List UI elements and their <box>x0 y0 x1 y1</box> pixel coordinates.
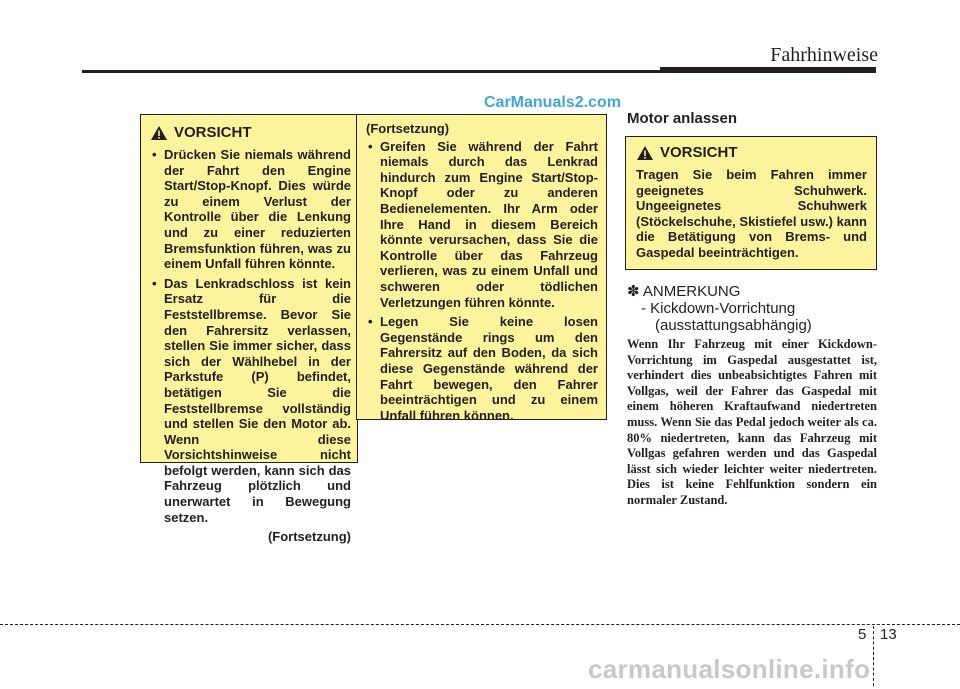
section-heading: Motor anlassen <box>627 110 738 127</box>
note-body: Wenn Ihr Fahrzeug mit einer Kickdown-Vorrichtung im Gaspedal ausgestattet ist, verhindert dies unbeabsichtigtes Fahren mit Vollgas, weil der Fahrer das Gaspedal mit einem höheren Kraftaufwand niedertreten muss. Wenn Sie das Pedal jedoch weiter als ca. 80% niedertreten, kann das Fahrzeug mit Vollgas gefahren werden und das Gaspedal lässt sich wieder leichter weiter niedertreten. Dies ist keine Fehlfunktion sondern ein normaler Zustand. <box>627 337 877 507</box>
caution-list-1 <box>150 147 351 525</box>
header-title: Fahrhinweise <box>770 44 878 66</box>
page-number-separator <box>873 626 874 686</box>
caution-title-row <box>636 145 867 161</box>
caution-item: • Greifen Sie während der Fahrt niemals durch das Lenkrad hindurch zum Engine Start/Stop-Knopf oder zu anderen Bedienelementen. Ihr Arm oder Ihre Hand in diesem Bereich könnte verursachen, dass Sie die Kontrolle über das Fahrzeug verlieren, was zu einem Unfall und schweren oder tödlichen Verletzungen führen könnte. <box>366 139 598 311</box>
page-number: 13 <box>880 626 897 643</box>
warning-triangle-icon <box>636 145 654 161</box>
note-subtitle-qualifier: (ausstattungsabhängig) <box>655 317 812 334</box>
caution-item: • Legen Sie keine losen Gegenstände rings um den Fahrersitz auf den Boden, da sich diese Gegenstände während der Fahrt bewegen, den Fahrer beeinträchtigen und zu einem Unfall führen können. <box>366 314 598 423</box>
note-label: ✽ ANMERKUNG <box>627 283 741 300</box>
caution-box-3 <box>625 136 877 270</box>
caution-item: • Drücken Sie niemals während der Fahrt den Engine Start/Stop-Knopf. Dies würde zu einem Verlust der Kontrolle über die Lenkung und zu einer reduzierten Bremsfunktion führen, was zu einem Unfall führen könnte. <box>150 147 351 272</box>
header-rule-accent <box>660 67 876 73</box>
note-subtitle: - Kickdown-Vorrichtung <box>641 300 796 317</box>
caution-box-1 <box>140 114 358 545</box>
watermark-top[interactable]: CarManuals2.com <box>484 94 621 111</box>
footer-rule <box>0 624 960 625</box>
note-heading <box>627 283 812 334</box>
warning-triangle-icon <box>150 125 168 141</box>
caution-item: • Das Lenkradschloss ist kein Ersatz für die Feststellbremse. Bevor Sie den Fahrersitz verlassen, stellen Sie immer sicher, dass sich der Wählhebel in der Parkstufe (P) befindet, betätigen Sie die Feststellbremse vollständig und stellen Sie den Motor ab. Wenn diese Vorsichtshinweise nicht befolgt werden, kann sich das Fahrzeug plötzlich und unerwartet in Bewegung setzen. <box>150 276 351 526</box>
continued-label: (Fortsetzung) <box>267 529 351 545</box>
caution-box-2 <box>356 114 607 423</box>
caution-title: VORSICHT <box>174 124 252 142</box>
caution-text: Tragen Sie beim Fahren immer geeignetes Schuhwerk. Ungeeignetes Schuhwerk (Stöckelschuhe, Skistiefel usw.) kann die Betätigung von Brems- und Gaspedal beeinträchtigen. <box>636 167 867 260</box>
caution-title: VORSICHT <box>660 144 738 162</box>
watermark-bottom[interactable]: carmanualsonline.info <box>588 654 871 684</box>
chapter-number: 5 <box>858 626 867 643</box>
continued-intro: (Fortsetzung) <box>366 121 450 136</box>
caution-title-row <box>150 125 351 141</box>
caution-list-2 <box>366 139 598 424</box>
